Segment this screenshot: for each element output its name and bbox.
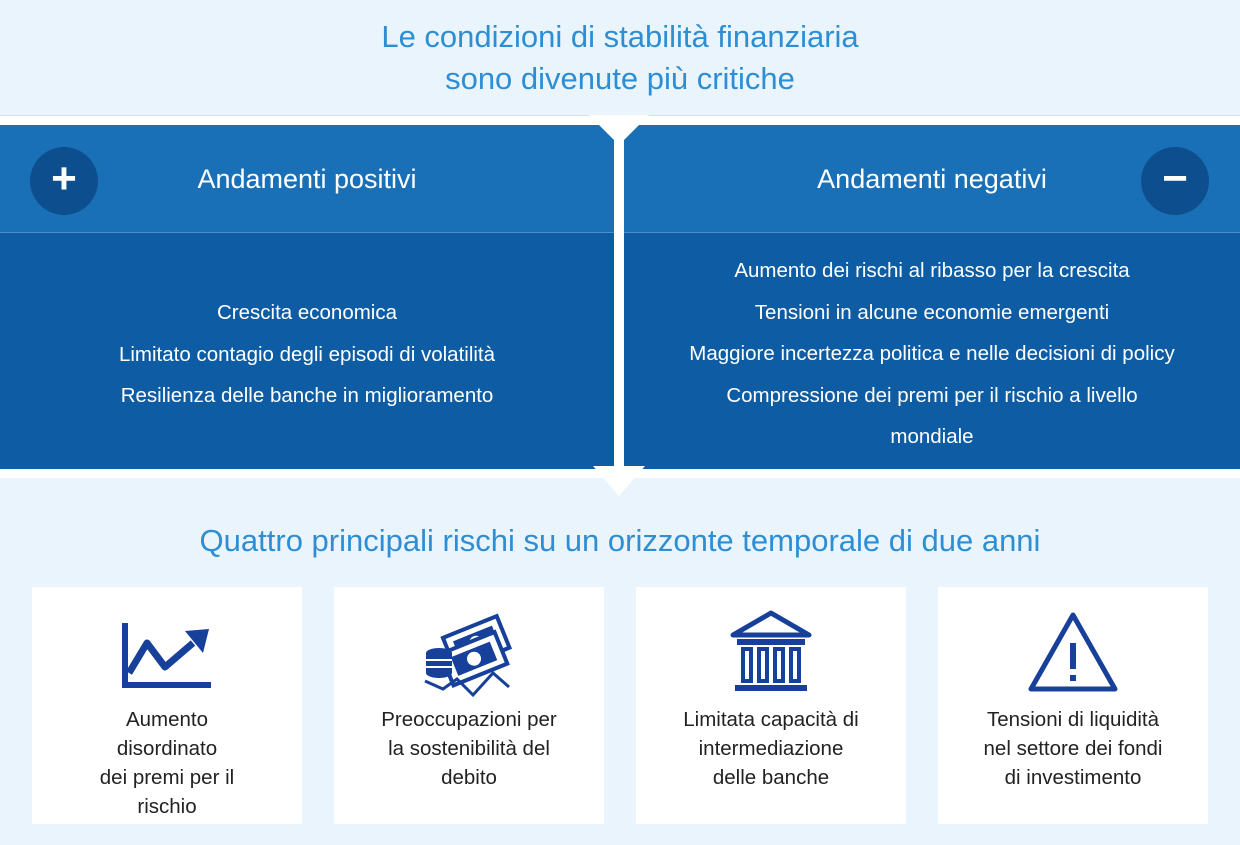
developments-section [0, 125, 1240, 469]
negative-item: Maggiore incertezza politica e nelle decisioni di policy [689, 342, 1175, 365]
center-divider [614, 125, 624, 469]
label-line: Limitata capacità di [683, 708, 859, 731]
warning-triangle-icon [1023, 607, 1123, 697]
label-line: Tensioni di liquidità [986, 708, 1160, 731]
label-line: delle banche [712, 766, 830, 789]
title-line-2: sono divenute più critiche [445, 61, 795, 96]
risk-card-banks [636, 587, 906, 824]
arrow-down-notch-top [589, 115, 649, 145]
positive-item: Crescita economica [216, 301, 397, 324]
label-line: Aumento [125, 708, 209, 731]
negative-panel [624, 125, 1240, 469]
positive-title: Andamenti positivi [197, 164, 417, 194]
risk-card-debt [334, 587, 604, 824]
label-line: disordinato [116, 737, 218, 760]
negative-item: Tensioni in alcune economie emergenti [754, 300, 1110, 324]
page-title [0, 16, 1240, 100]
label-line: dei premi per il [99, 766, 235, 789]
risk-card-risk-premia [32, 587, 302, 824]
risk-card-label [42, 705, 292, 821]
bank-building-icon [721, 607, 821, 697]
risks-title: Quattro principali rischi su un orizzonte temporale di due anni [199, 523, 1041, 558]
label-line: rischio [137, 795, 197, 818]
label-line: nel settore dei fondi [983, 737, 1163, 760]
minus-icon: − [1141, 147, 1209, 215]
money-coins-icon [419, 607, 519, 702]
risk-card-liquidity [938, 587, 1208, 824]
label-line: di investimento [1004, 766, 1142, 789]
plus-icon: + [30, 147, 98, 215]
positive-item: Limitato contagio degli episodi di volatilità [118, 342, 496, 366]
top-banner [0, 0, 1240, 116]
negative-item: mondiale [890, 425, 974, 448]
label-line: intermediazione [698, 737, 844, 760]
positive-panel [0, 125, 614, 469]
positive-header [0, 125, 614, 233]
negative-header [624, 125, 1240, 233]
risk-card-label [948, 705, 1198, 792]
negative-item: Compressione dei premi per il rischio a livello [726, 383, 1138, 407]
label-line: Preoccupazioni per [381, 708, 557, 731]
rising-chart-icon [117, 607, 217, 697]
negative-title: Andamenti negativi [817, 164, 1047, 194]
label-line: la sostenibilità del [388, 737, 550, 760]
arrow-down-notch-bottom [593, 466, 645, 496]
title-line-1: Le condizioni di stabilità finanziaria [381, 19, 859, 54]
positive-list [0, 292, 614, 417]
label-line: debito [441, 766, 497, 789]
negative-item: Aumento dei rischi al ribasso per la crescita [734, 259, 1130, 282]
risk-card-label [646, 705, 896, 792]
risk-card-label [344, 705, 594, 792]
negative-list [624, 250, 1240, 458]
positive-item: Resilienza delle banche in miglioramento [120, 384, 494, 407]
